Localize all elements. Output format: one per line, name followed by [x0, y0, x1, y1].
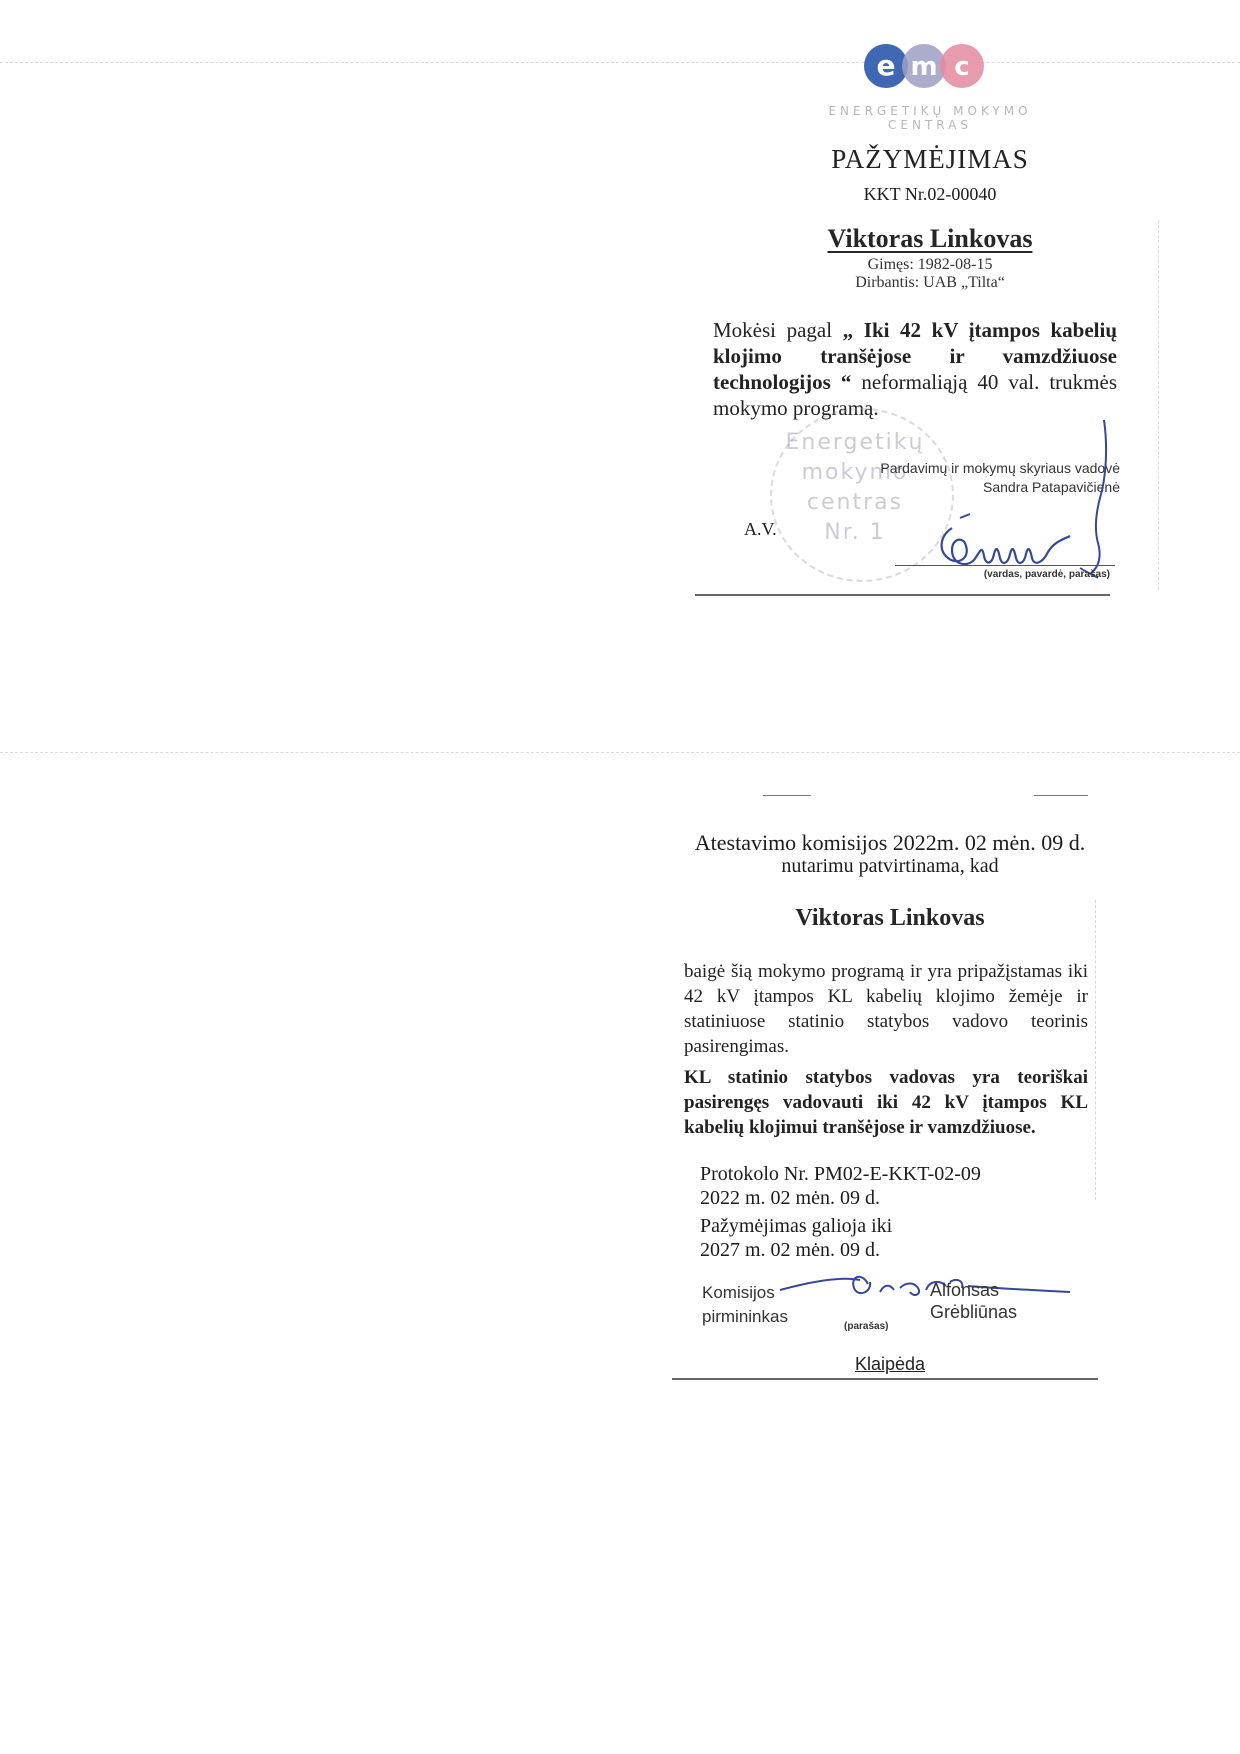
signature-caption: (parašas)	[844, 1321, 889, 1332]
birth-date: Gimęs: 1982-08-15	[867, 256, 993, 273]
stamp-line: Energetikų	[785, 430, 925, 455]
validity-label: Pažymėjimas galioja iki	[700, 1215, 893, 1237]
signatory-name: Sandra Patapavičienė	[983, 479, 1120, 495]
emc-logo	[862, 38, 990, 94]
training-statement	[713, 317, 1117, 421]
certificate-number: KKT Nr.02-00040	[863, 184, 997, 204]
signature-caption: (vardas, pavardė, parašas)	[983, 569, 1110, 580]
chair-first-name: Alfonsas	[930, 1280, 1000, 1300]
city: Klaipėda	[855, 1354, 926, 1374]
svg-text:e: e	[876, 49, 896, 82]
svg-text:m: m	[910, 52, 938, 82]
section-rule	[672, 1378, 1098, 1380]
attested-name: Viktoras Linkovas	[795, 905, 985, 931]
protocol-block	[700, 1162, 981, 1210]
fold-line	[0, 62, 1240, 63]
signatory-position: Pardavimų ir mokymų skyriaus vadovė	[880, 460, 1120, 476]
committee-chair-label	[702, 1281, 788, 1329]
card-top-rule	[1034, 795, 1088, 796]
chair-name	[930, 1279, 1017, 1323]
chair-last-name: Grėbliūnas	[930, 1302, 1018, 1322]
training-suffix: neformaliąją 40 val. trukmės mokymo programą.	[713, 370, 1117, 420]
validity-block	[700, 1214, 892, 1262]
stamp-line: mokymo	[801, 460, 909, 485]
training-program: „ Iki 42 kV įtampos kabelių klojimo tranšėjose ir vamzdžiuose technologijos “	[713, 318, 1117, 394]
committee-label-line: pirmininkas	[702, 1307, 788, 1326]
attestation-line-2: nutarimu patvirtinama, kad	[781, 855, 999, 877]
holder-name: Viktoras Linkovas	[827, 224, 1033, 253]
card-top-rule	[763, 795, 811, 796]
seal-label: A.V.	[744, 519, 777, 539]
training-prefix: Mokėsi pagal	[713, 318, 843, 342]
signature-line	[895, 565, 1115, 566]
stamp-line: Nr. 1	[824, 520, 886, 545]
employer: Dirbantis: UAB „Tilta“	[855, 274, 1005, 291]
section-rule	[695, 594, 1110, 596]
card-edge	[1095, 900, 1096, 1200]
protocol-date: 2022 m. 02 mėn. 09 d.	[700, 1187, 880, 1209]
logo-subtitle: ENERGETIKŲ MOKYMO CENTRAS	[828, 104, 1032, 132]
stamp-line: centras	[806, 490, 904, 515]
validity-date: 2027 m. 02 mėn. 09 d.	[700, 1239, 880, 1261]
completion-statement: baigė šią mokymo programą ir yra pripažįstamas iki 42 kV įtampos KL kabelių klojimo žemėje ir statiniuose statinio statybos vadovo teorinis pasirengimas.	[684, 961, 1088, 1057]
protocol-number: Protokolo Nr. PM02-E-KKT-02-09	[700, 1163, 981, 1185]
card-edge	[1158, 220, 1159, 590]
qualification-statement: KL statinio statybos vadovas yra teoriškai pasirengęs vadovauti iki 42 kV įtampos KL kabelių klojimui tranšėjose ir vamzdžiuose.	[684, 1067, 1088, 1138]
certificate-title: PAŽYMĖJIMAS	[831, 144, 1029, 174]
attestation-line-1: Atestavimo komisijos 2022m. 02 mėn. 09 d.	[694, 830, 1086, 855]
fold-line	[0, 752, 1240, 753]
handwritten-signature	[930, 418, 1130, 588]
svg-text:c: c	[954, 52, 970, 82]
committee-label-line: Komisijos	[702, 1283, 775, 1302]
chair-signature	[750, 1262, 1080, 1312]
